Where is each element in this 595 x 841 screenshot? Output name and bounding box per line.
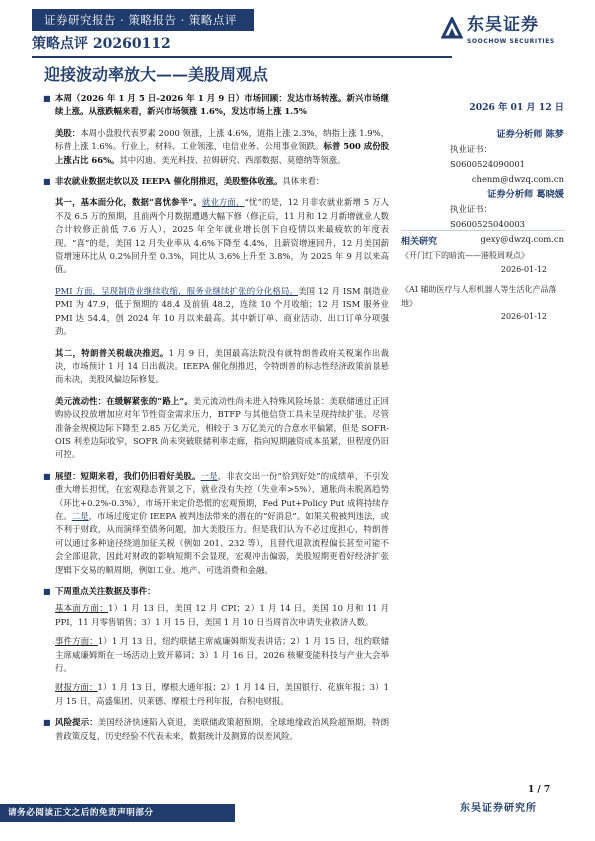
page-number: 1 / 7	[528, 785, 551, 795]
related-research-date: 2026-01-12	[500, 312, 547, 321]
us-stock-paragraph	[43, 127, 389, 167]
outlook-paragraph	[43, 470, 389, 577]
liquidity-text: 美元流动性尚未进入特殊风险场景：美联储通过正回购协议投放增加应对年节性资金需求压力，BTFP 与其他信贷工具未呈现持续扩张。尽管准备金规模边际下降至 2.85 万亿美元，相较于 3 万亿美元的合意水平偏紧，但是 SOFR-OIS 利差边际收窄，SOFR 尚未突破联储利率走廊，指向短期融资成本虽紧，但程度仍旧可控。	[55, 395, 389, 460]
logo-name-en: SOOCHOW SECURITIES	[467, 38, 555, 45]
report-date: 2026 年 01 月 12 日	[469, 102, 564, 113]
analyst-name: 证券分析师 陈梦	[496, 129, 564, 140]
related-research-link[interactable]: 《开门红下的暗流——港股周观点》	[401, 251, 529, 260]
fundamentals-paragraph	[43, 196, 389, 276]
liquidity-paragraph	[43, 395, 389, 462]
report-title: 迎接波动率放大——美股周观点	[44, 65, 269, 84]
analyst-email[interactable]: gexy@dwzq.com.cn	[480, 234, 564, 244]
nfp-tail: 具体来看：	[282, 176, 325, 187]
risk-paragraph	[43, 716, 389, 743]
report-body	[43, 92, 389, 751]
report-type: 策略点评 20260112	[32, 36, 171, 52]
header-divider	[32, 56, 452, 58]
sidebar	[404, 100, 564, 247]
nfp-lead: 非农就业数据走软以及 IEEPA 催化削推迟，美股整体收涨。	[55, 176, 283, 187]
earnings-schedule-paragraph	[43, 681, 389, 708]
data-schedule-text: 1）1 月 13 日，美国 12 月 CPI；2）1 月 14 日，美国 10 月和 11 月 PPI，11 月零售销售；3）1 月 15 日，美国 1 月 10 日当周首次申请失业救济人数。	[55, 603, 390, 627]
market-review-paragraph	[43, 92, 389, 119]
tariff-lead: 其二，特朗普关税裁决推迟。	[55, 347, 169, 358]
pmi-text: 美国 12 月 ISM 制造业 PMI 为 47.9，低于预期的 48.4 及前值 48.2，连续 10 个月收缩；12 月 ISM 服务业 PMI 达 54.4，创 2024 年 10 月以来最高。其中新订单、商业活动、出口订单分项强劲。	[55, 285, 389, 337]
earnings-schedule-text: 1）1 月 13 日，摩根大通年报；2）1 月 14 日，美国银行、花旗年报；3）1 月 15 日，高盛集团、贝莱德、摩根士丹利年报，台积电财报。	[55, 682, 389, 706]
bullet-diamond-icon: ■	[43, 587, 51, 596]
bullet-diamond-icon: ■	[43, 718, 51, 728]
analyst-cert: 执业证书：S0600525040003	[450, 204, 526, 229]
us-stock-text: 本周小盘股代表罗素 2000 领涨，上涨 4.6%，道指上涨 2.3%，纳指上涨 1.9%，标普上涨 1.6%。行业上，材料、工业领涨，电信业务、公用事业领跌。	[55, 127, 389, 152]
related-research-date: 2026-01-12	[500, 265, 547, 274]
event-schedule-label: 事件方面：	[55, 636, 98, 647]
bullet-diamond-icon: ■	[43, 177, 51, 187]
analyst-name: 证券分析师 葛晓媛	[487, 189, 564, 200]
tariff-text: 1 月 9 日，美国最高法院没有就特朗普政府关税案作出裁决，市场预计 1 月 14 日出裁决。IEEPA 催化削推迟，令特朗普的标志性经济政策前景悬而未决，美股风偏边际修复。	[55, 347, 389, 385]
logo-name-cn: 东吴证券	[467, 15, 539, 35]
event-schedule-text: 1）1 月 13 日，纽约联储主席威廉姆斯发表讲话；2）1 月 15 日，纽约联储主席威廉姆斯在一场活动上致开幕词；3）1 月 16 日，2026 核聚变能科技与产业大会举行。	[55, 636, 390, 674]
risk-text: 美国经济快速陷入衰退，美联储政策超预期，全球地缘政治风险超预期，特朗普政策反复，历史经验不代表未来，数据统计及测算的误差风险。	[55, 717, 390, 741]
market-review-text: 本周（2026 年 1 月 5 日-2026 年 1 月 9 日）市场回顾：发达市场转涨。新兴市场继续上涨。从涨跌幅来看，新兴市场领涨 1.6%，发达市场上涨 1.5%	[55, 93, 389, 117]
upcoming-events-heading	[43, 585, 389, 598]
analyst-cert: 执业证书：S0600524090001	[450, 144, 526, 169]
liquidity-lead: 美元流动性：在缓解紧张的“路上”。	[55, 395, 193, 406]
fundamentals-lead: 其一，基本面分化，数据“喜忧参半”。	[55, 197, 202, 208]
footer-org: 东吴证券研究所	[460, 803, 537, 814]
disclaimer-notice: 请务必阅读正文之后的免责声明部分	[0, 804, 235, 822]
event-schedule-paragraph	[43, 635, 389, 675]
fundamentals-text: “忧”的是，12 月非农就业新增 5 万人不及 6.5 万的预期，且前两个月数据遭遇大幅下修（修正后，11 月和 12 月新增就业人数合计较修正前低 7.6 万人），2025 年全年就业增长创下自疫情以来最疲软的年度表现。“喜”的是，美国 12 月失业率从 4.6%下降至 4.4%，且薪资增速回升，12 月美国薪资增速环比从 0.2%回升至 0.3%，同比从 3.6%上升至 3.8%，为 2025 年 9 月以来高值。	[55, 197, 389, 275]
us-stock-bold: 标普 500 成份股上涨占比 66%。	[55, 141, 389, 165]
data-schedule-paragraph	[43, 602, 389, 629]
data-schedule-label: 基本面方面：	[55, 603, 109, 614]
company-logo	[441, 13, 566, 53]
employment-label: 就业方面，	[201, 197, 245, 208]
earnings-schedule-label: 财报方面：	[55, 682, 98, 693]
nfp-paragraph	[43, 175, 389, 188]
risk-label: 风险提示：	[55, 717, 98, 728]
outlook-point-one: 一是	[200, 470, 218, 481]
us-stock-lead: 美股：	[55, 127, 81, 138]
pmi-lead: PMI 方面，呈现制造业继续收缩，服务业继续扩张的分化格局。	[55, 285, 299, 296]
related-research-link[interactable]: 《AI 辅助医疗与人形机器人等生活化产品落地》	[401, 285, 557, 308]
bullet-diamond-icon: ■	[43, 471, 51, 481]
upcoming-events-title: 下周重点关注数据及事件：	[55, 586, 156, 596]
pmi-paragraph	[43, 285, 389, 339]
soochow-logo-icon	[441, 17, 463, 39]
sidebar-divider	[401, 230, 565, 231]
bullet-diamond-icon: ■	[43, 94, 51, 103]
related-research-heading: 相关研究	[401, 237, 438, 247]
analyst-email[interactable]: chenm@dwzq.com.cn	[471, 174, 564, 184]
outlook-text-two: ，市场过度定价 IEEPA 被判违法带来的潜在的“好消息”。如果关税被判违法，或不利于财政，从而演绎至债务问题，加大美股压力。但是我们认为不必过度担心，特朗普可以通过多种途径绕道加征关税（例如 201、232 等），且替代退款流程偏长甚至可能不会全部退款，因此对财政的影响短期不会显现，宏观冲击偏弱，美股短期更看好经济扩张逻辑下交易的顺周期，例如工业、地产、可选消费和金融。	[55, 510, 389, 575]
outlook-text-one: ，非农交出一份“恰到好处”的成绩单，不引发重大增长担忧，在宏观稳态背景之下，就业没有失控（失业率>5%），通胀尚未脱离趋势（环比+0.2%-0.3%），市场开来定价恐慌的宏观预期，Fed Put+Policy Put 成将持续存在。	[55, 470, 390, 521]
report-category: 证券研究报告 · 策略报告 · 策略点评	[32, 9, 254, 31]
tariff-paragraph	[43, 347, 389, 387]
us-stock-tail: 其中闪迪、美光科技、拉姆研究、西部数据、莫德纳等领涨。	[119, 154, 346, 165]
outlook-point-two: 二是	[71, 510, 89, 521]
outlook-lead: 展望：短期来看，我们仍旧看好美股。	[55, 470, 201, 481]
